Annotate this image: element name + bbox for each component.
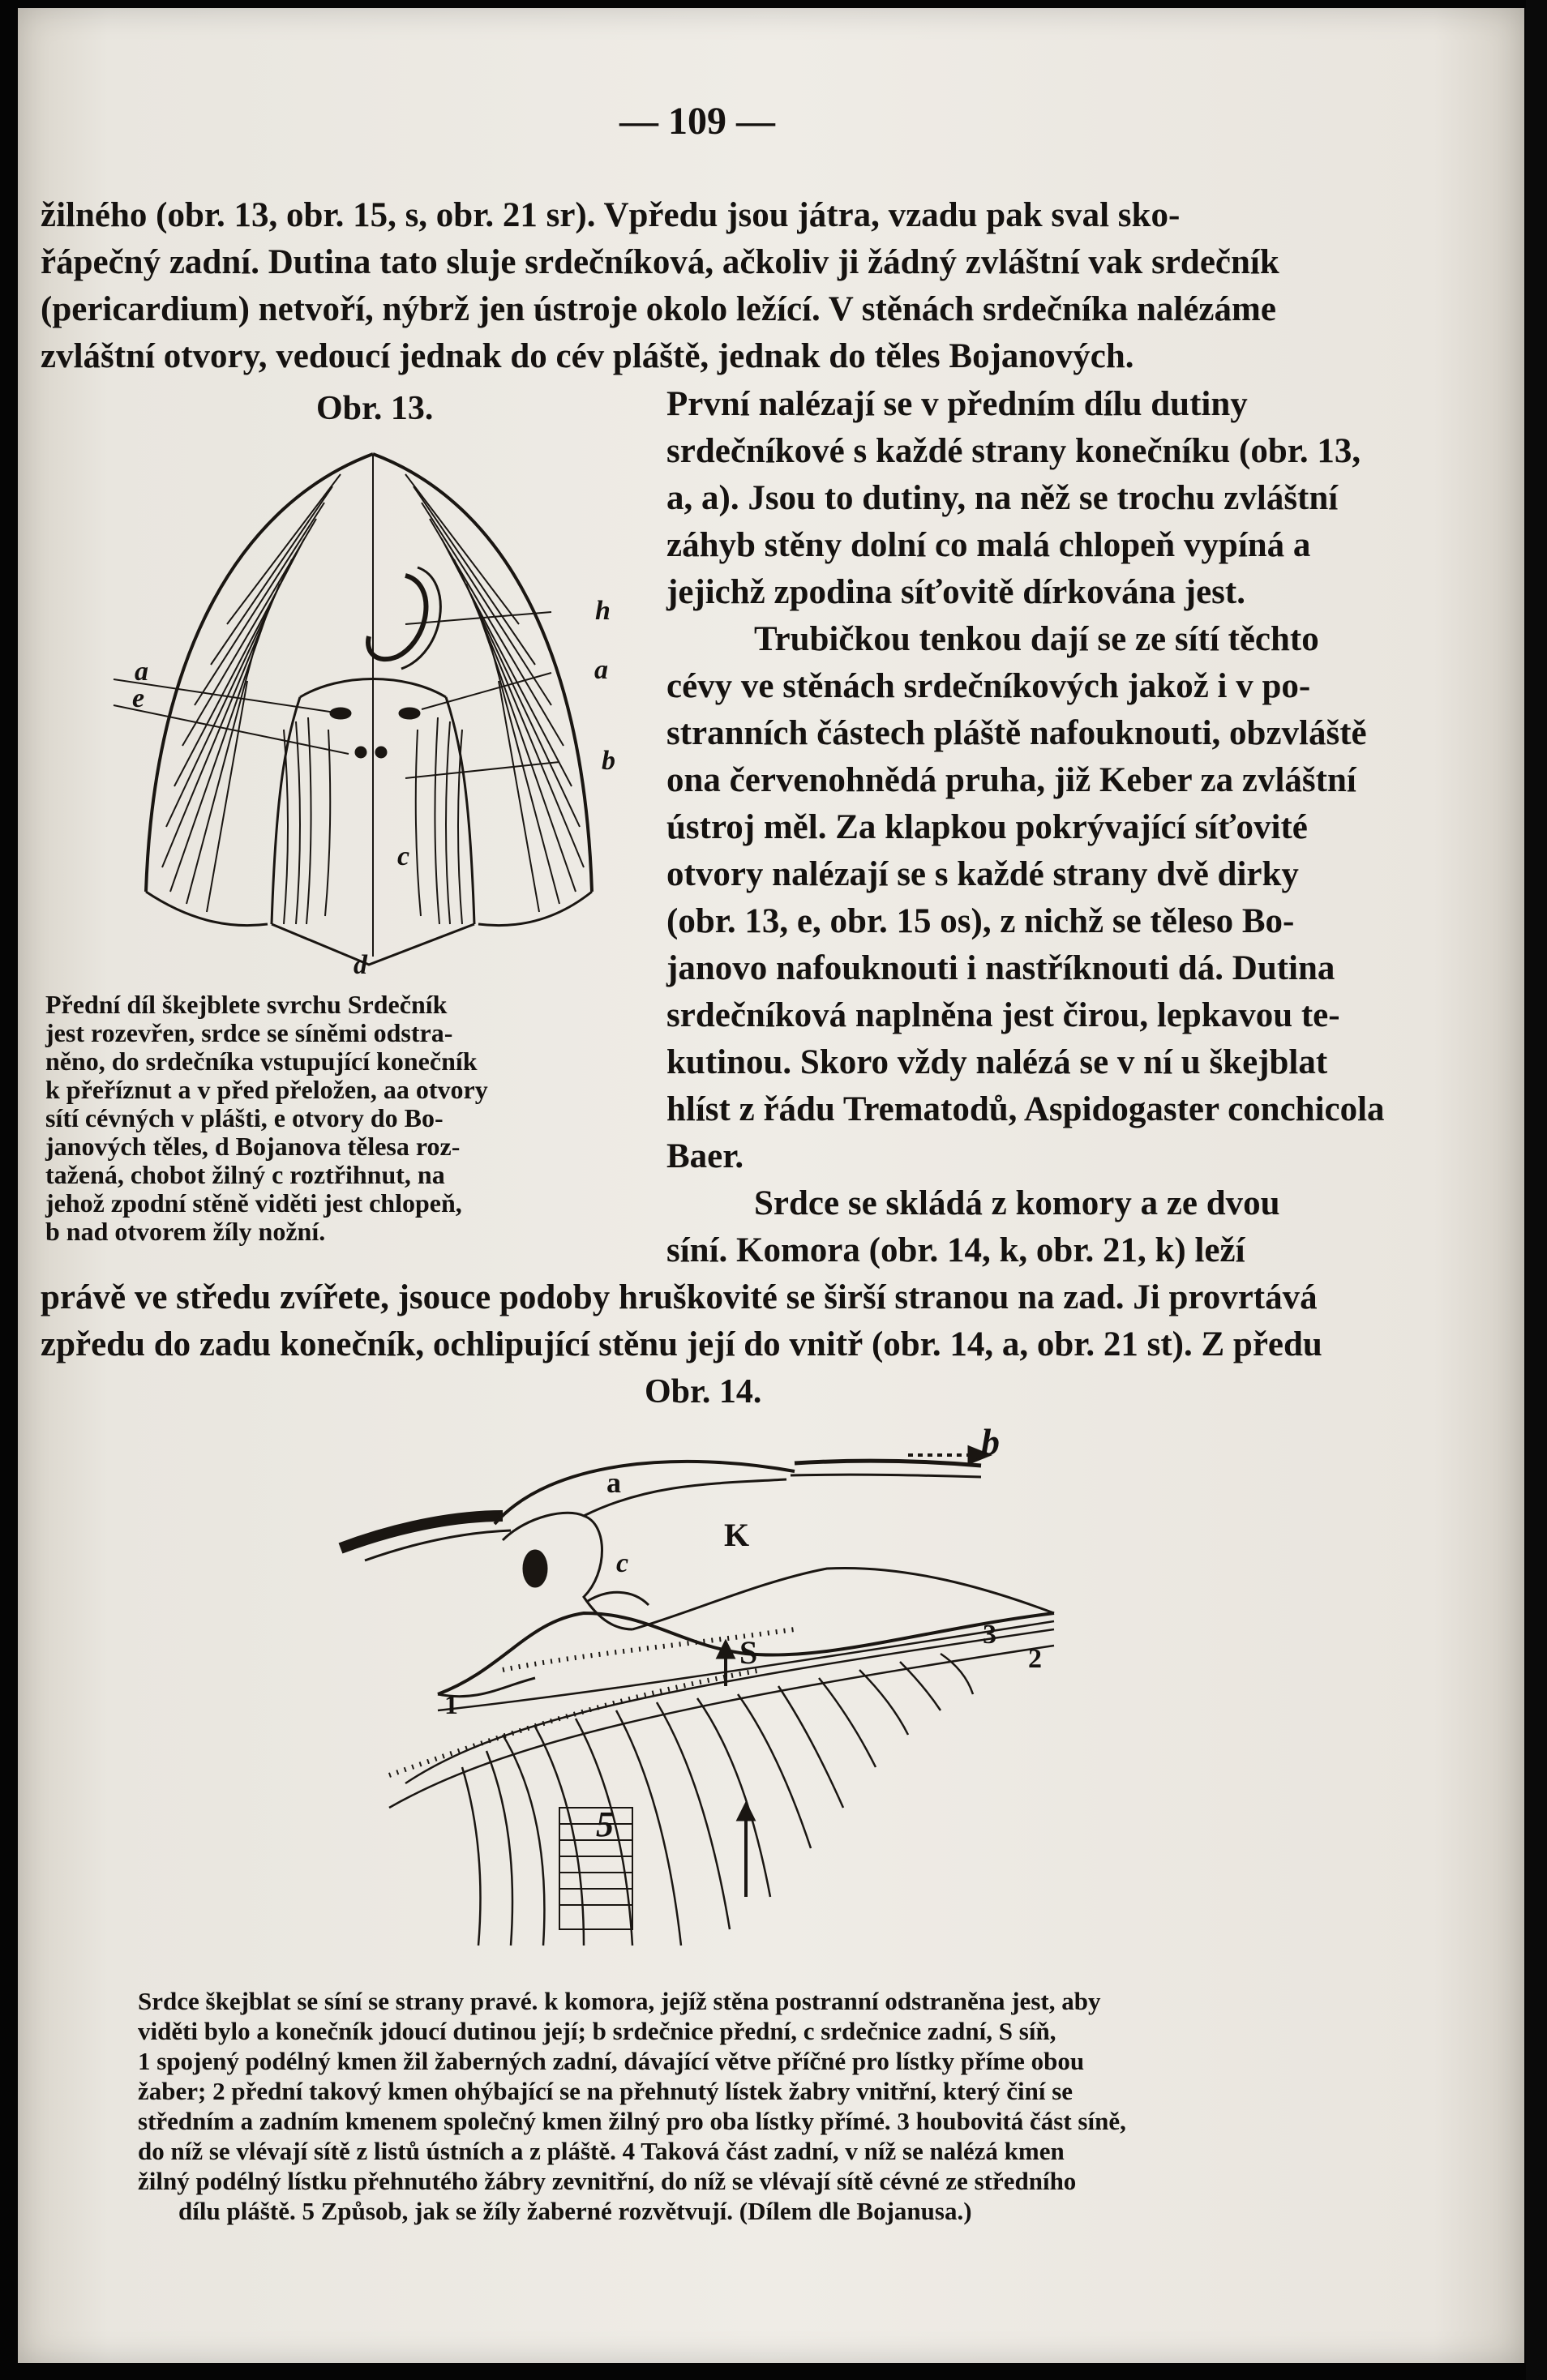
caption-line: žaber; 2 přední takový kmen ohýbající se na přehnutý lístek žabry vnitřní, který činí se [138,2077,1073,2105]
figure-14-label-2: 2 [1028,1644,1042,1674]
text-line: (obr. 13, e, obr. 15 os), z nichž se těleso Bo- [666,902,1295,940]
caption-line: viděti bylo a konečník jdoucí dutinou její; b srdečnice přední, c srdečnice zadní, S síň, [138,2017,1056,2045]
figure-14-label-c: c [616,1548,629,1578]
figure-14-label-b: b [981,1421,1000,1462]
caption-line: do níž se vlévají sítě z listů ústních a z pláště. 4 Taková část zadní, v níž se nalézá kmen [138,2137,1065,2165]
caption-line: tažená, chobot žilný c roztřihnut, na [45,1160,445,1189]
text-line: První nalézají se v předním dílu dutiny [666,385,1248,423]
figure-13-label-a-left: a [135,657,148,687]
text-line: záhyb stěny dolní co malá chlopeň vypíná a [666,526,1311,564]
figure-14-label-3: 3 [983,1620,996,1650]
figure-13-drawing [97,438,632,997]
text-line: srdečníkové s každé strany konečníku (obr. 13, [666,432,1361,470]
caption-line: Přední díl škejblete svrchu Srdečník [45,990,448,1019]
figure-13-label-a-right: a [594,655,608,685]
text-line: Baer. [666,1137,744,1175]
caption-line: něno, do srdečníka vstupující konečník [45,1047,478,1076]
text-line: srdečníková naplněna jest čirou, lepkavou te- [666,996,1340,1034]
text-line: stranních částech pláště nafouknouti, obzvláště [666,714,1367,752]
text-line: Trubičkou tenkou dají se ze sítí těchto [754,620,1319,658]
figure-13-label-e: e [132,683,145,713]
page-dark-edge [1526,0,1547,2380]
figure-13-label-h: h [595,596,611,626]
text-line: otvory nalézají se s každé strany dvě dirky [666,855,1299,893]
caption-line: středním a zadním kmenem společný kmen žilný pro oba lístky přímé. 3 houbovitá část síně, [138,2107,1126,2135]
text-line: a, a). Jsou to dutiny, na něž se trochu zvláštní [666,479,1339,517]
figure-13-label-c: c [397,841,410,871]
caption-line: janových těles, d Bojanova tělesa roz- [45,1132,461,1161]
page-number: — 109 — [619,100,775,143]
figure-14-label-k: K [724,1517,750,1553]
figure-14-label-5: 5 [596,1804,614,1844]
text-line: žilného (obr. 13, obr. 15, s, obr. 21 sr). Vpředu jsou játra, vzadu pak sval sko- [41,196,1181,234]
figure-14-label-s: S [739,1634,758,1671]
text-line: zvláštní otvory, vedoucí jednak do cév pláště, jednak do těles Bojanových. [41,337,1134,375]
caption-line: sítí cévných v plášti, e otvory do Bo- [45,1103,444,1132]
text-line: janovo nafouknouti i nastříknouti dá. Dutina [666,949,1335,987]
caption-line: Srdce škejblat se síní se strany pravé. k komora, jejíž stěna postranní odstraněna jest, aby [138,1987,1101,2015]
text-line: jejichž zpodina síťovitě dírkována jest. [666,573,1245,611]
caption-line: jest rozevřen, srdce se síněmi odstra- [45,1018,453,1047]
text-line: hlíst z řádu Trematodů, Aspidogaster conchicola [666,1090,1385,1128]
text-line: Srdce se skládá z komory a ze dvou [754,1184,1280,1222]
caption-line: dílu pláště. 5 Způsob, jak se žíly žaberné rozvětvují. (Dílem dle Bojanusa.) [178,2197,972,2225]
text-line: ústroj měl. Za klapkou pokrývající síťovité [666,808,1308,846]
caption-line: 1 spojený podélný kmen žil žaberných zadní, dávající větve příčné pro lístky příme obou [138,2047,1085,2075]
text-line: síní. Komora (obr. 14, k, obr. 21, k) leží [666,1231,1245,1269]
caption-line: jehož zpodní stěně viděti jest chlopeň, [45,1188,462,1218]
caption-line: žilný podélný lístku přehnutého žábry zevnitřní, do níž se vlévají sítě cévné ze středního [138,2167,1077,2195]
figure-13-label-b: b [602,746,615,776]
figure-13-label-d: d [354,950,367,980]
figure-14-label-a: a [606,1466,621,1499]
text-line: (pericardium) netvoří, nýbrž jen ústroje okolo ležící. V stěnách srdečníka nalézáme [41,290,1276,328]
text-line: cévy ve stěnách srdečníkových jakož i v po- [666,667,1311,705]
caption-line: b nad otvorem žíly nožní. [45,1217,326,1246]
figure-13-title: Obr. 13. [316,390,434,427]
caption-line: k přeříznut a v před přeložen, aa otvory [45,1075,488,1104]
text-line: právě ve středu zvířete, jsouce podoby hruškovité se širší stranou na zad. Ji provrtává [41,1278,1318,1316]
text-line: zpředu do zadu konečník, ochlipující stěnu její do vnitř (obr. 14, a, obr. 21 st). Z předu [41,1325,1322,1363]
figure-14-drawing [341,1427,1168,1978]
figure-14-label-1: 1 [444,1690,458,1720]
figure-14-title: Obr. 14. [645,1373,762,1410]
text-line: kutinou. Skoro vždy nalézá se v ní u škejblat [666,1043,1328,1081]
text-line: ona červenohnědá pruha, již Keber za zvláštní [666,761,1356,799]
text-line: řápečný zadní. Dutina tato sluje srdečníková, ačkoliv ji žádný zvláštní vak srdečník [41,243,1279,281]
